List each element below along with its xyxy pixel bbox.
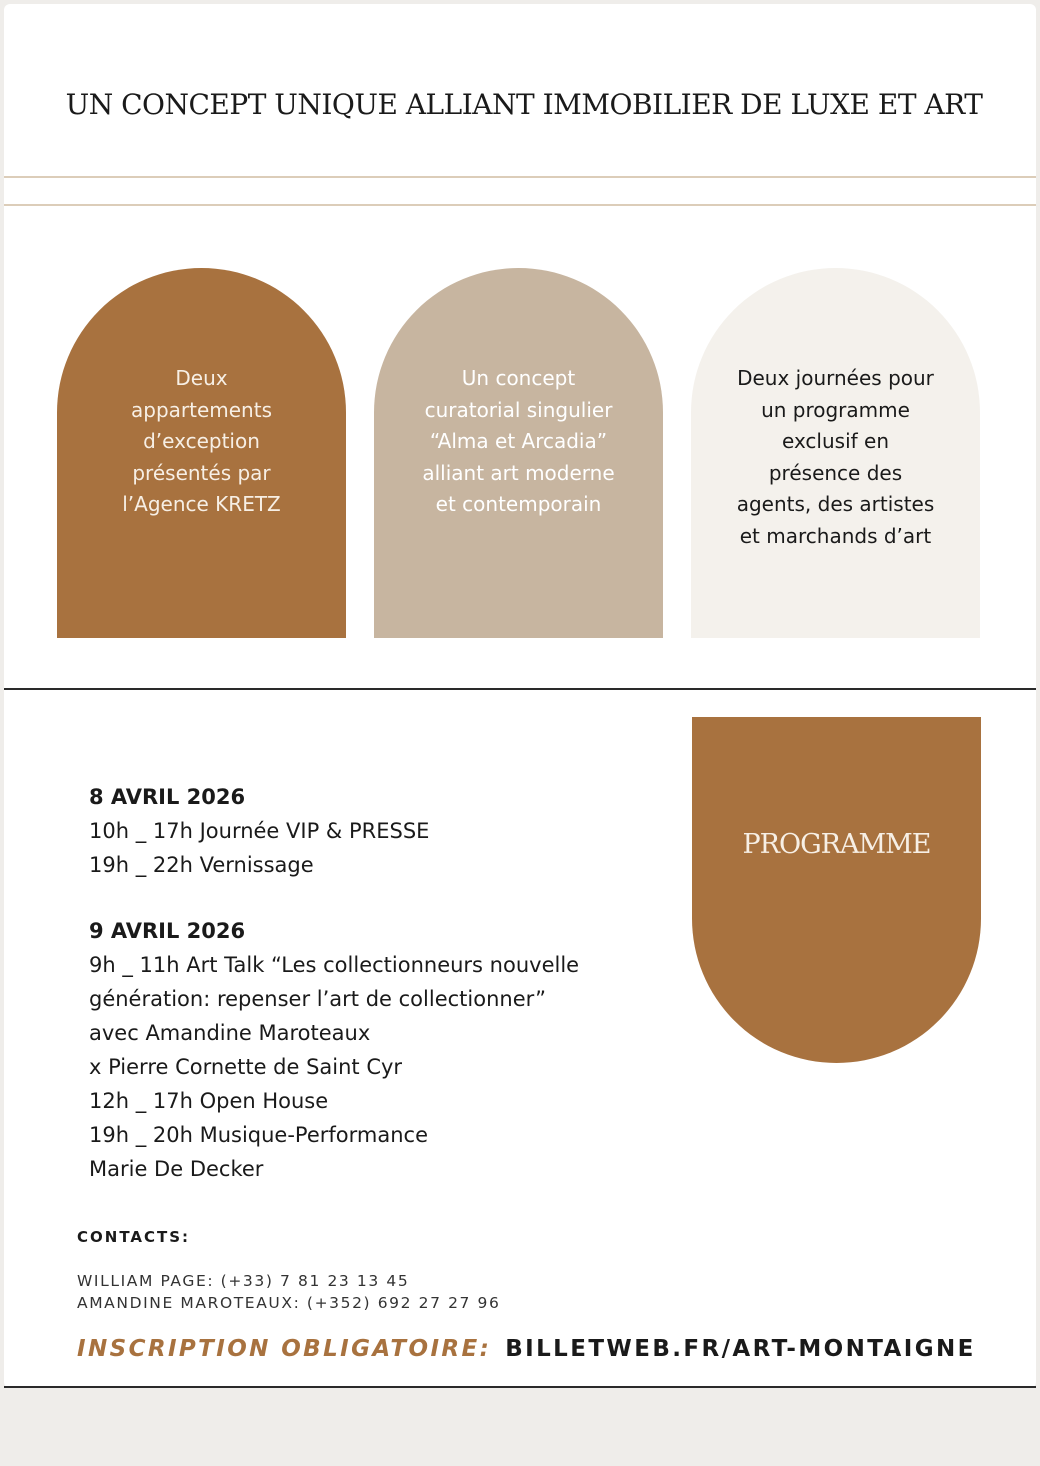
contact-line: WILLIAM PAGE: (+33) 7 81 23 13 45 — [77, 1272, 410, 1290]
programme-arch — [692, 717, 981, 1063]
arch-curatorial-text: Un concept curatorial singulier “Alma et Arcadia” alliant art moderne et contemporain — [422, 366, 615, 516]
schedule-item: génération: repenser l’art de collectionner” — [89, 987, 547, 1011]
schedule-item: 19h _ 22h Vernissage — [89, 853, 314, 877]
arch-two-days — [691, 268, 980, 638]
contacts-heading: CONTACTS: — [77, 1228, 191, 1246]
schedule — [89, 780, 679, 1186]
inscription-link[interactable]: BILLETWEB.FR/ART-MONTAIGNE — [505, 1336, 976, 1362]
contact-line: AMANDINE MAROTEAUX: (+352) 692 27 27 96 — [77, 1294, 501, 1312]
divider-bottom — [4, 1386, 1036, 1388]
arch-curatorial — [374, 268, 663, 638]
page-title: UN CONCEPT UNIQUE ALLIANT IMMOBILIER DE LUXE ET ART — [65, 88, 983, 121]
arch-apartments — [57, 268, 346, 638]
schedule-item: 19h _ 20h Musique-Performance — [89, 1123, 429, 1147]
schedule-item: avec Amandine Maroteaux — [89, 1021, 371, 1045]
contacts-list — [77, 1270, 500, 1314]
schedule-item: 9h _ 11h Art Talk “Les collectionneurs nouvelle — [89, 953, 580, 977]
divider-top — [4, 176, 1036, 178]
inscription-label: INSCRIPTION OBLIGATOIRE: — [77, 1336, 492, 1362]
schedule-item: Marie De Decker — [89, 1157, 264, 1181]
inscription — [77, 1336, 976, 1362]
schedule-item: x Pierre Cornette de Saint Cyr — [89, 1055, 403, 1079]
arch-two-days-text: Deux journées pour un programme exclusif en présence des agents, des artistes et marchands d’art — [736, 366, 935, 548]
schedule-item: 12h _ 17h Open House — [89, 1089, 329, 1113]
day1-date: 8 AVRIL 2026 — [89, 785, 246, 809]
divider-middle — [4, 688, 1036, 690]
schedule-item: 10h _ 17h Journée VIP & PRESSE — [89, 819, 430, 843]
arch-apartments-text: Deux appartements d’exception présentés par l’Agence KRETZ — [122, 366, 281, 516]
day2-date: 9 AVRIL 2026 — [89, 919, 246, 943]
programme-label: PROGRAMME — [742, 829, 931, 860]
divider-second — [4, 204, 1036, 206]
